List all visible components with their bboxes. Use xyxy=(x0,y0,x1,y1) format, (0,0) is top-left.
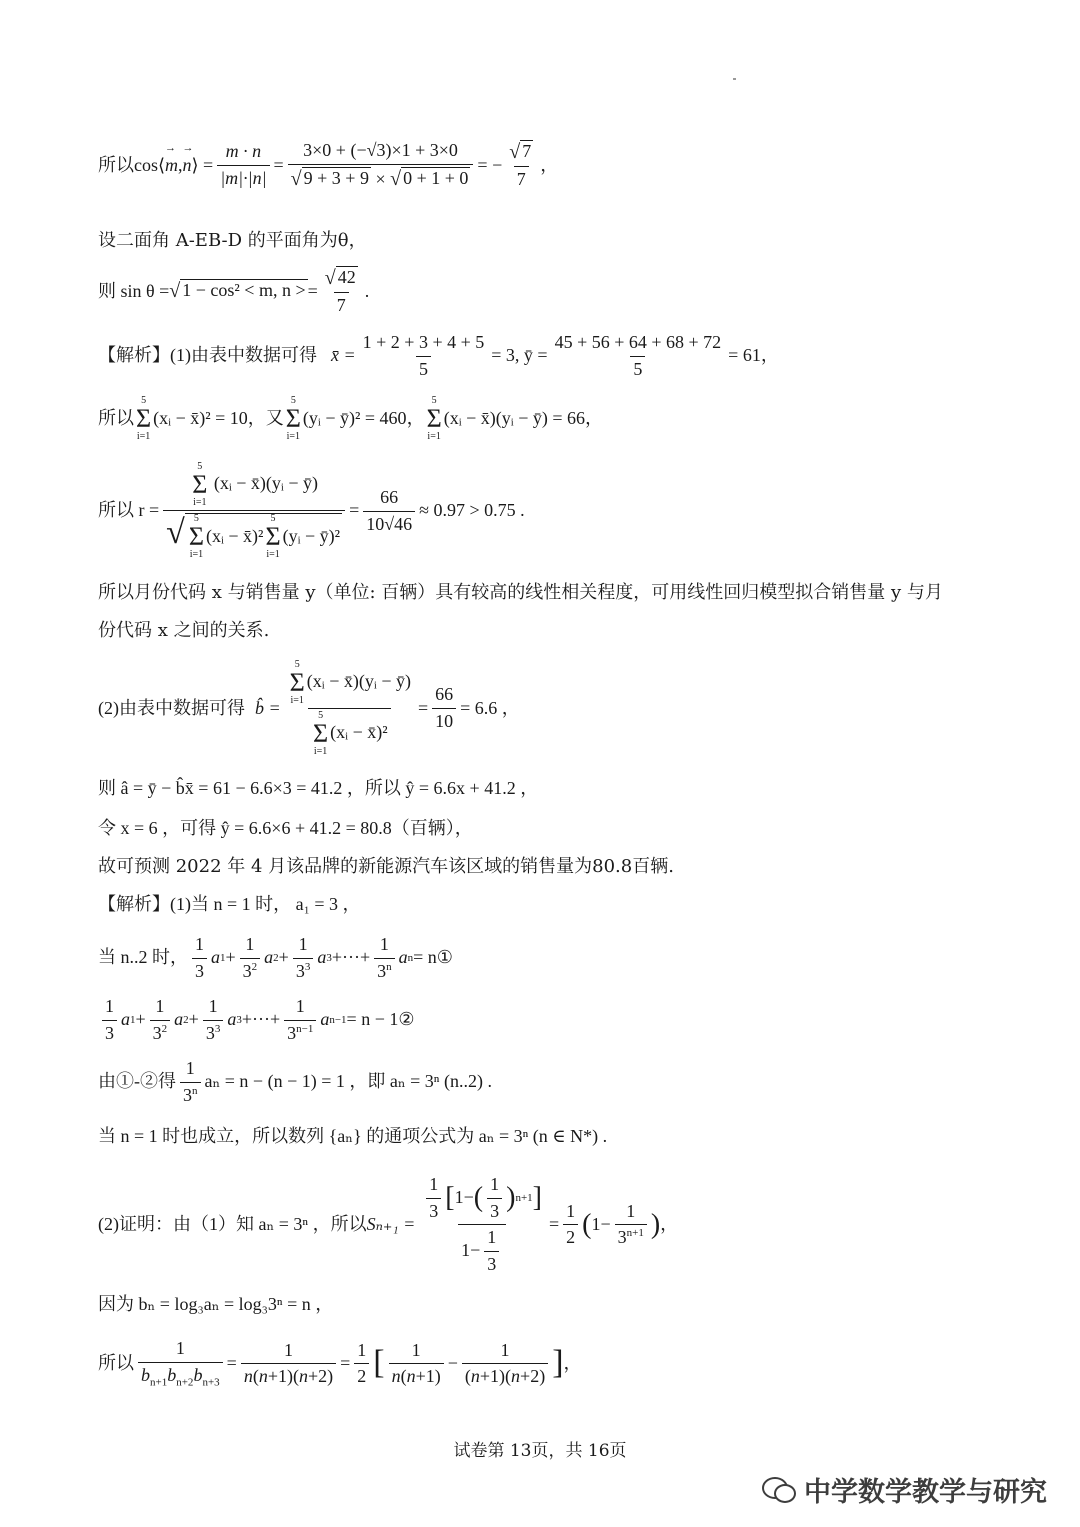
frac-den: 7 xyxy=(514,166,529,191)
eq-correlation xyxy=(98,462,525,560)
frac-xbar xyxy=(360,332,488,380)
frac-r-value xyxy=(363,487,415,535)
text: (2)由表中数据可得 xyxy=(98,697,245,718)
page-footer: 试卷第 13页，共 16页 xyxy=(453,1441,627,1461)
text: ，又 xyxy=(247,408,284,429)
eq-means: 【解析】(1)由表中数据可得 x̄ = $\frac{1 + 2 + 3 + 4 + 5}{5}$ = 3, ȳ = $\frac{45 + 56 + 64 + 68 + 72}{5}$ = 61， xyxy=(98,332,779,379)
frac-den: (xᵢ − x̄)² xyxy=(205,526,264,547)
text: (xᵢ − x̄)² = 10 xyxy=(153,408,248,429)
eq-sin-theta: 则 sin θ = √ 1 − cos² < m, n > = √ 42 7 . xyxy=(98,267,370,315)
radicand: 0 + 1 + 0 xyxy=(401,167,470,191)
frac-den: √ 9 + 3 + 9 × √ 0 + 1 + 0 xyxy=(288,164,474,191)
text: = 61， xyxy=(728,345,779,366)
frac-result: √ 7 7 xyxy=(509,141,532,189)
frac-r: 5 Σ i=1 (xᵢ − x̄)(yᵢ − ȳ) √ 5 Σ i=1 (xᵢ − x̄)² 5 Σ i=1 (yᵢ − ȳ)² xyxy=(163,462,345,560)
frac-num: 66 xyxy=(380,486,399,507)
vec-m: → m xyxy=(165,155,178,177)
wechat-icon xyxy=(762,1477,796,1503)
frac-num: (xᵢ − x̄)(yᵢ − ȳ) xyxy=(213,473,319,494)
frac-den: 10 xyxy=(432,708,456,733)
text: 所以 r = xyxy=(98,500,160,521)
eq-series-1: 当 n..2 时， $\frac{1}{3}$ a 1 + $\frac{1}{3^2}$ a 2 + $\frac{1}{3^3}$ a 3 +···+ $\frac{1}{3^n}$ a n = n① xyxy=(98,934,453,981)
frac-mn xyxy=(217,141,269,189)
radicand: 42 xyxy=(336,266,358,290)
frac-den: |m|·|n| xyxy=(217,165,269,190)
radicand: 7 xyxy=(520,140,533,164)
eq-sums xyxy=(98,396,603,442)
text: ≈ 0.97 > 0.75 . xyxy=(419,500,525,521)
frac-value xyxy=(288,140,474,191)
text: ， xyxy=(406,408,425,429)
text: 所以 xyxy=(98,1352,134,1373)
eq-b-hat xyxy=(98,660,520,757)
text: 所以cos⟨ xyxy=(98,154,166,175)
eq-general-term: 当 n = 1 时也成立，所以数列 {aₙ} 的通项公式为 aₙ = 3ⁿ (n ∈ N*) . xyxy=(98,1126,608,1146)
text: ， xyxy=(540,154,559,175)
text: = 3, ȳ = xyxy=(491,345,548,366)
eq-bn: 因为 bₙ = log₃aₙ = log₃3ⁿ = n ， xyxy=(98,1294,334,1314)
frac-sum: $\frac{1}{3}$ [ 1− ( $\frac{1}{3}$ ) n+1 ] 1− $\frac{1}{3}$ xyxy=(419,1174,545,1275)
frac-ybar xyxy=(552,332,725,380)
text: 【解析】(1)由表中数据可得 xyxy=(98,345,317,366)
text: = 6.6 ， xyxy=(460,697,520,718)
frac-num: 1 + 2 + 3 + 4 + 5 xyxy=(362,332,485,352)
eq-split: 所以 $\frac{1}{b_{n+1}b_{n+2}b_{n+3}}$ = $\frac{1}{n(n+1)(n+2)}$ = $\frac{1}{2}$ [ $\frac{1}{n(n+1)}$ − $\frac{1}{(n+1)(n+2)}$ ] ， xyxy=(98,1338,582,1389)
eq-a1: 【解析】(1)当 n = 1 时， a₁ = 3 ， xyxy=(98,894,361,914)
frac-den: 5 xyxy=(630,356,645,381)
frac-den: 5 xyxy=(416,356,431,381)
text-line: 份代码 x 之间的关系. xyxy=(98,620,270,641)
text: = n − 1② xyxy=(346,1009,415,1030)
scan-speck xyxy=(733,78,736,80)
eq-subtract: 由①-②得 $\frac{1}{3^n}$ aₙ = n − (n − 1) = 1 ，即 aₙ = 3ⁿ (n..2) . xyxy=(98,1058,492,1105)
wechat-watermark xyxy=(762,1470,1047,1509)
text: . xyxy=(364,280,370,301)
eq-series-2: $\frac{1}{3}$ a 1 + $\frac{1}{3^2}$ a 2 + $\frac{1}{3^3}$ a 3 +···+ $\frac{1}{3^{n-1}}$ a n−1 = n − 1② xyxy=(98,996,415,1044)
frac-den: 10√46 xyxy=(363,511,415,536)
text: = xyxy=(307,280,318,301)
text-line: 所以月份代码 x 与销售量 y（单位: 百辆）具有较高的线性相关程度，可用线性回归模型拟合销售量 y 与月 xyxy=(98,582,943,603)
frac-num: m · n xyxy=(225,141,262,162)
text: = xyxy=(417,697,429,718)
text: ， xyxy=(585,408,604,429)
sigma-symbol: 5 Σ i=1 xyxy=(285,395,301,442)
radicand: 9 + 3 + 9 xyxy=(302,167,371,191)
text: (xᵢ − x̄)(yᵢ − ȳ) = 66 xyxy=(443,408,586,429)
text: (yᵢ − ȳ)² = 460 xyxy=(302,408,407,429)
sigma-symbol: 5 Σ i=1 xyxy=(426,395,442,442)
text: ， xyxy=(563,1352,582,1373)
text: 则 sin θ = xyxy=(98,280,170,301)
eq-a-hat: 则 â = ȳ − b̂x̄ = 61 − 6.6×3 = 41.2 ，所以 ŷ = 6.6x + 41.2 ， xyxy=(98,778,539,798)
text: b̂ = xyxy=(255,697,281,718)
eq-predict: 令 x = 6 ，可得 ŷ = 6.6×6 + 41.2 = 80.8（百辆）， xyxy=(98,818,473,838)
eq-cos-mn: 所以cos⟨ → m , → n ⟩ = $\frac{m \cdot n}{|m|\cdot|n|}$ = 3×0 + (−√3)×1 + 3×0 √ 9 + 3 + 9 × √ 0 + 1 + 0 = − √ 7 7 ， xyxy=(98,140,558,191)
text: ， xyxy=(660,1213,679,1234)
frac-den: 7 xyxy=(334,292,349,317)
frac-num: 45 + 56 + 64 + 68 + 72 xyxy=(554,332,722,352)
text: ⟩ = xyxy=(191,154,214,175)
frac-num: (xᵢ − x̄)(yᵢ − ȳ) xyxy=(306,671,411,692)
text: 所以 xyxy=(98,408,134,429)
radicand: 1 − cos² < m, n > xyxy=(180,279,307,303)
frac-num: 66 xyxy=(435,684,454,705)
vec-n: → n xyxy=(183,155,192,177)
text: (2)证明：由（1）知 aₙ = 3ⁿ ，所以 xyxy=(98,1213,367,1234)
frac-b-hat: 5 Σ i=1 (xᵢ − x̄)(yᵢ − ȳ) 5 Σ i=1 (xᵢ − x̄)² xyxy=(289,659,411,757)
text-line: 故可预测 2022 年 4 月该品牌的新能源汽车该区域的销售量为80.8百辆. xyxy=(98,856,674,877)
frac-den: (xᵢ − x̄)² xyxy=(330,722,388,743)
frac-den: (yᵢ − ȳ)² xyxy=(282,526,341,547)
text: = − xyxy=(477,154,503,175)
text: 当 n..2 时， xyxy=(98,947,188,968)
line-dihedral: 设二面角 A-EB-D 的平面角为θ， xyxy=(98,230,367,251)
text: = xyxy=(349,500,360,521)
frac-sin: √ 42 7 xyxy=(324,267,356,315)
text: 由①-②得 xyxy=(98,1071,176,1092)
eq-sum-s: (2)证明：由（1）知 aₙ = 3ⁿ ，所以 Sₙ₊₁ = $\frac{1}{3}$ [ 1− ( $\frac{1}{3}$ ) n+1 ] 1− $\frac{1}{3}$ = $\frac{1}{2}$ ( 1− $\frac{1}{3^{n+1}}$ ) ， xyxy=(98,1174,679,1274)
text: aₙ = n − (n − 1) = 1 ，即 aₙ = 3ⁿ (n..2) . xyxy=(204,1071,492,1092)
text: Sₙ₊₁ = xyxy=(366,1213,416,1234)
sigma-symbol: 5 Σ i=1 xyxy=(136,395,152,442)
watermark-text: 中学数学教学与研究 xyxy=(804,1477,1047,1508)
frac-num: 3×0 + (−√3)×1 + 3×0 xyxy=(303,140,458,160)
frac-b-value xyxy=(432,684,456,732)
